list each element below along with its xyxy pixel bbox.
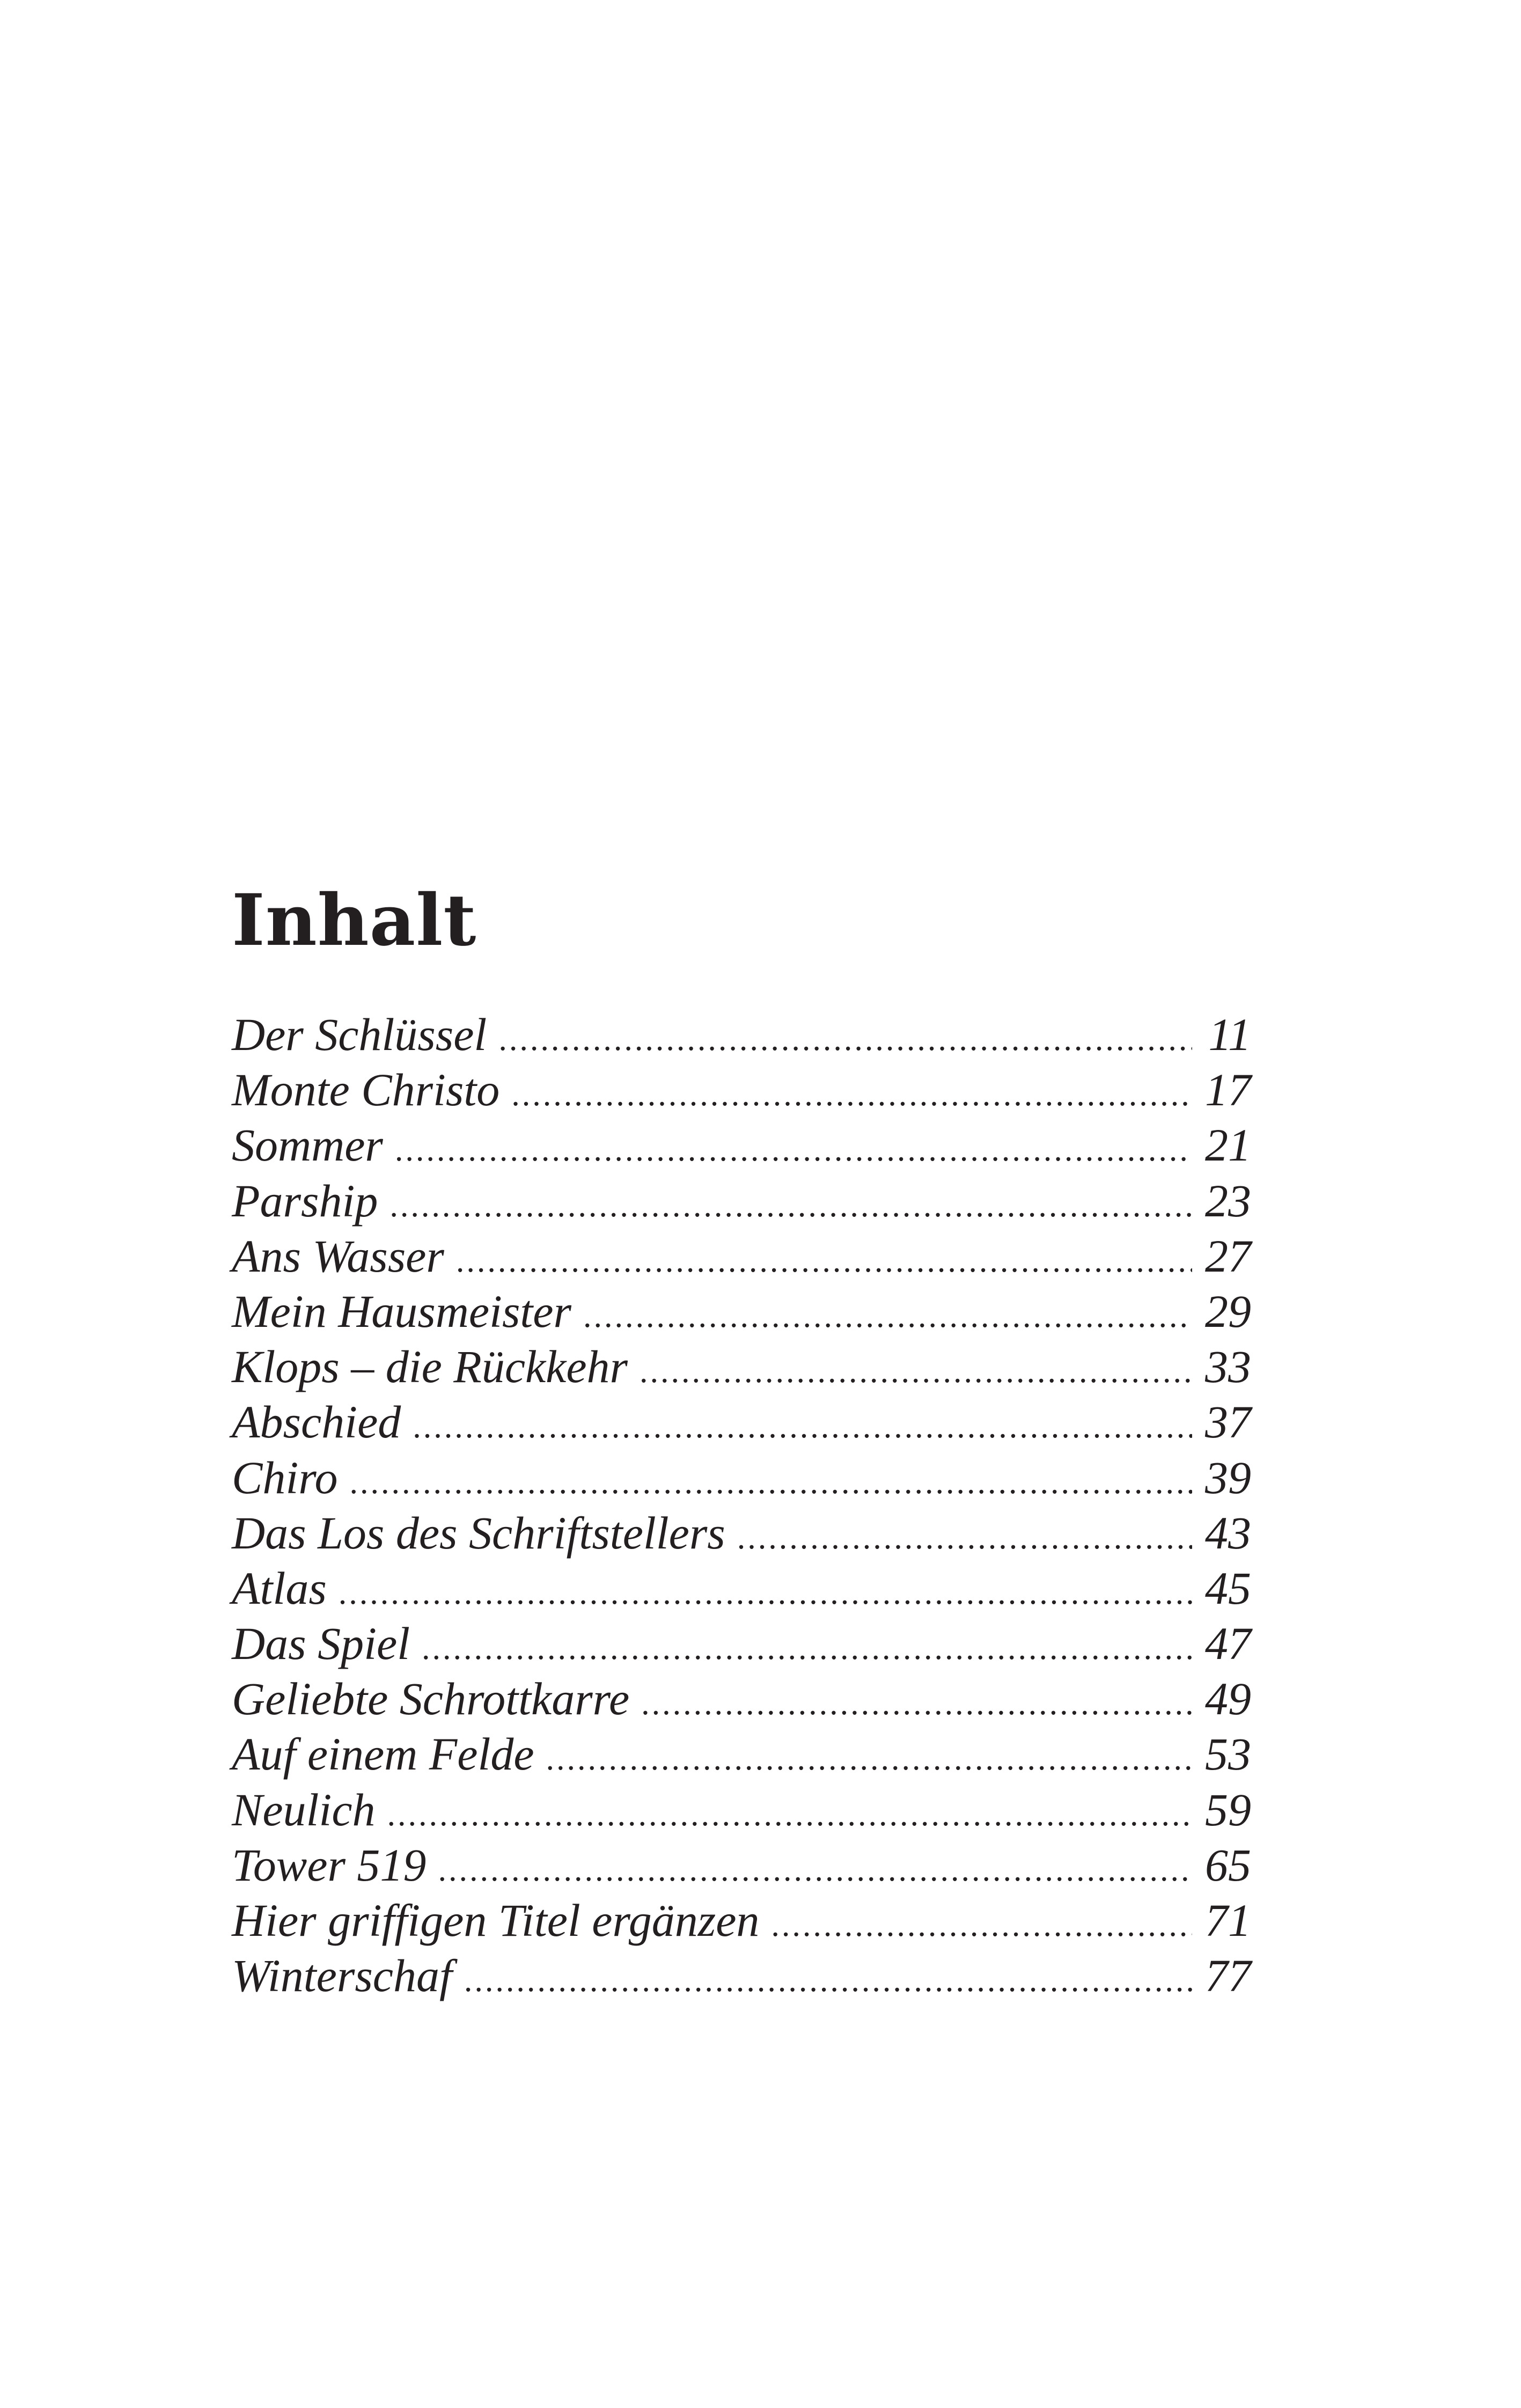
toc-entry [232,1007,1251,1062]
toc-entry-page: 49 [1205,1673,1251,1725]
toc-entry-title: Sommer [232,1119,383,1171]
toc-entry [232,1229,1251,1284]
dot-leader [395,1122,1192,1178]
toc-entry-title: Parship [232,1174,378,1227]
toc-entry-page: 11 [1208,1009,1251,1060]
toc-entry-page: 65 [1205,1839,1251,1891]
dot-leader [413,1399,1192,1455]
toc-entry [232,1838,1251,1893]
dot-leader [498,1012,1192,1067]
dot-leader [511,1067,1192,1122]
toc-entry-page: 59 [1205,1783,1251,1836]
toc-entry-page: 71 [1205,1895,1251,1946]
toc-entry-title: Chiro [232,1451,338,1503]
toc-list [232,1007,1251,2003]
dot-leader [737,1510,1192,1566]
toc-entry [232,1450,1251,1506]
dot-leader [771,1898,1192,1953]
toc-entry-title: Hier griffigen Titel ergänzen [232,1895,760,1946]
toc-entry-title: Der Schlüssel [232,1009,487,1060]
toc-entry-title: Mein Hausmeister [232,1285,571,1337]
dot-leader [640,1344,1192,1399]
dot-leader [456,1234,1192,1289]
toc-entry-title: Abschied [232,1396,401,1448]
toc-entry-title: Das Los des Schriftstellers [232,1507,725,1559]
toc-entry [232,1671,1251,1727]
toc-entry-page: 37 [1205,1396,1251,1448]
toc-entry-page: 17 [1205,1064,1251,1116]
toc-entry-title: Tower 519 [232,1839,427,1891]
toc-entry-page: 53 [1205,1728,1251,1780]
toc-entry-page: 27 [1205,1230,1251,1282]
toc-entry [232,1339,1251,1394]
table-of-contents [232,879,1251,2002]
dot-leader [546,1731,1192,1787]
toc-entry-page: 43 [1205,1507,1251,1559]
toc-entry [232,1782,1251,1838]
toc-entry-page: 29 [1205,1285,1251,1337]
toc-entry [232,1561,1251,1616]
toc-entry-page: 45 [1205,1562,1251,1614]
dot-leader [350,1455,1192,1510]
toc-entry [232,1062,1251,1118]
dot-leader [390,1178,1192,1234]
toc-entry-title: Winterschaf [232,1950,452,2002]
toc-entry-page: 23 [1205,1174,1251,1227]
toc-entry [232,1893,1251,1948]
toc-entry-title: Auf einem Felde [232,1728,534,1780]
dot-leader [422,1621,1192,1676]
dot-leader [464,1953,1192,2008]
toc-entry-title: Monte Christo [232,1064,500,1116]
toc-entry-page: 39 [1205,1451,1251,1503]
toc-entry [232,1284,1251,1339]
toc-entry-title: Atlas [232,1562,327,1614]
toc-entry [232,1727,1251,1782]
toc-heading: Inhalt [232,879,477,962]
toc-entry-page: 77 [1205,1950,1251,2002]
toc-entry-page: 33 [1205,1341,1251,1393]
toc-entry [232,1506,1251,1561]
toc-entry-title: Das Spiel [232,1618,410,1670]
toc-entry [232,1948,1251,2003]
toc-entry [232,1616,1251,1671]
toc-entry-page: 47 [1205,1618,1251,1670]
toc-entry [232,1394,1251,1450]
toc-entry [232,1173,1251,1229]
dot-leader [641,1676,1192,1731]
toc-entry-page: 21 [1205,1119,1251,1171]
dot-leader [583,1289,1192,1344]
toc-entry-title: Ans Wasser [232,1230,444,1282]
toc-entry-title: Geliebte Schrottkarre [232,1673,630,1725]
toc-entry [232,1118,1251,1173]
dot-leader [438,1842,1192,1898]
dot-leader [387,1787,1193,1842]
dot-leader [339,1566,1192,1621]
toc-entry-title: Neulich [232,1783,376,1836]
toc-entry-title: Klops – die Rückkehr [232,1341,628,1393]
